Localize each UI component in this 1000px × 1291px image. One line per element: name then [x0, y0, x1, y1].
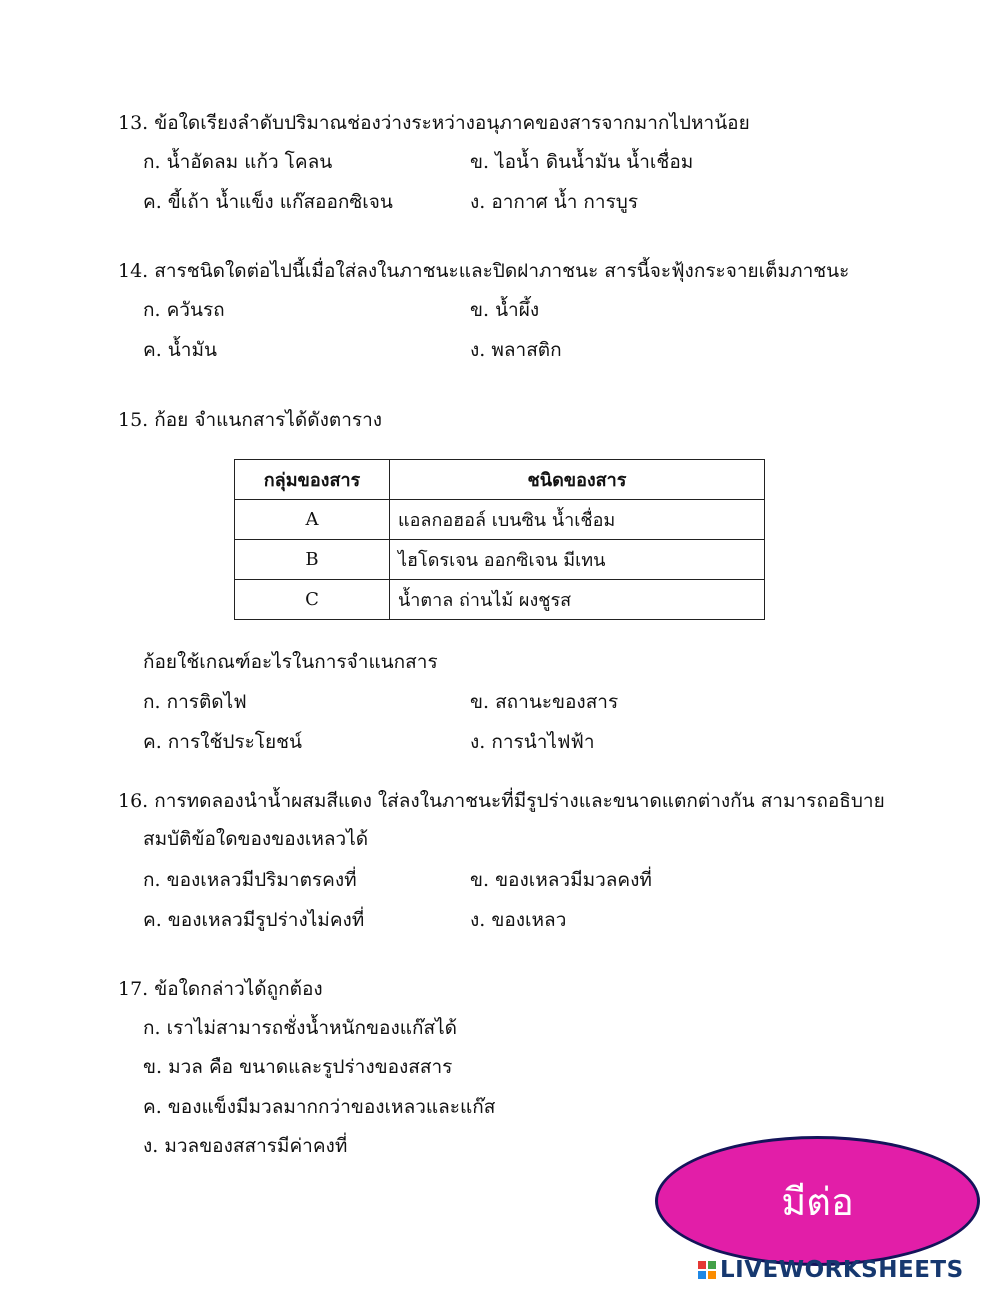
question-16-option-d[interactable]: ง. ของเหลว: [470, 909, 567, 931]
question-16-option-b[interactable]: ข. ของเหลวมีมวลคงที่: [470, 869, 652, 891]
logo-square: [708, 1271, 716, 1279]
logo-square: [708, 1261, 716, 1269]
question-14-option-d[interactable]: ง. พลาสติก: [470, 339, 562, 361]
table-cell-group: B: [235, 540, 390, 580]
table-row: [235, 500, 765, 540]
question-16-stem: 16. การทดลองนำน้ำผสมสีแดง ใส่ลงในภาชนะที่มีรูปร่างและขนาดแตกต่างกัน สามารถอธิบาย: [118, 790, 885, 812]
question-15-stem: 15. ก้อย จำแนกสารได้ดังตาราง: [118, 409, 383, 431]
next-page-label: มีต่อ: [781, 1179, 854, 1224]
question-17-stem: 17. ข้อใดกล่าวได้ถูกต้อง: [118, 978, 323, 1000]
question-17-option-d[interactable]: ง. มวลของสสารมีค่าคงที่: [143, 1135, 348, 1157]
table-row: [235, 580, 765, 620]
question-16-option-c[interactable]: ค. ของเหลวมีรูปร่างไม่คงที่: [143, 909, 365, 931]
question-15-option-a[interactable]: ก. การติดไฟ: [143, 691, 247, 713]
question-15-option-c[interactable]: ค. การใช้ประโยชน์: [143, 731, 303, 753]
question-13-option-d[interactable]: ง. อากาศ น้ำ การบูร: [470, 191, 639, 213]
substance-classification-table: [234, 459, 765, 620]
question-13-option-c[interactable]: ค. ขี้เถ้า น้ำแข็ง แก๊สออกซิเจน: [143, 191, 393, 213]
table-header-group: กลุ่มของสาร: [235, 460, 390, 500]
question-16-option-a[interactable]: ก. ของเหลวมีปริมาตรคงที่: [143, 869, 357, 891]
liveworksheets-logo-icon: [698, 1261, 716, 1279]
table-cell-substances: น้ำตาล ถ่านไม้ ผงชูรส: [390, 580, 765, 620]
table-header-type: ชนิดของสาร: [390, 460, 765, 500]
question-15-follow-up: ก้อยใช้เกณฑ์อะไรในการจำแนกสาร: [143, 651, 438, 673]
question-14-option-b[interactable]: ข. น้ำผึ้ง: [470, 299, 540, 321]
liveworksheets-logo: [698, 1255, 964, 1285]
question-16-stem-continued: สมบัติข้อใดของของเหลวได้: [143, 828, 369, 850]
question-15-option-d[interactable]: ง. การนำไฟฟ้า: [470, 731, 595, 753]
logo-square: [698, 1261, 706, 1269]
question-15-option-b[interactable]: ข. สถานะของสาร: [470, 691, 619, 713]
table-cell-substances: แอลกอฮอล์ เบนซิน น้ำเชื่อม: [390, 500, 765, 540]
question-14-option-a[interactable]: ก. ควันรถ: [143, 299, 225, 321]
logo-square: [698, 1271, 706, 1279]
liveworksheets-wordmark: LIVEWORKSHEETS: [720, 1257, 964, 1283]
question-13-option-b[interactable]: ข. ไอน้ำ ดินน้ำมัน น้ำเชื่อม: [470, 151, 694, 173]
question-13-option-a[interactable]: ก. น้ำอัดลม แก้ว โคลน: [143, 151, 333, 173]
table-cell-group: A: [235, 500, 390, 540]
question-14-option-c[interactable]: ค. น้ำมัน: [143, 339, 217, 361]
table-cell-substances: ไฮโดรเจน ออกซิเจน มีเทน: [390, 540, 765, 580]
table-row: [235, 540, 765, 580]
question-17-option-a[interactable]: ก. เราไม่สามารถชั่งน้ำหนักของแก๊สได้: [143, 1017, 457, 1039]
table-header-row: [235, 460, 765, 500]
question-17-option-c[interactable]: ค. ของแข็งมีมวลมากกว่าของเหลวและแก๊ส: [143, 1096, 496, 1118]
next-page-button[interactable]: [655, 1136, 980, 1266]
question-14-stem: 14. สารชนิดใดต่อไปนี้เมื่อใส่ลงในภาชนะและปิดฝาภาชนะ สารนี้จะฟุ้งกระจายเต็มภาชนะ: [118, 260, 850, 282]
question-17-option-b[interactable]: ข. มวล คือ ขนาดและรูปร่างของสสาร: [143, 1056, 453, 1078]
question-13-stem: 13. ข้อใดเรียงลำดับปริมาณช่องว่างระหว่างอนุภาคของสารจากมากไปหาน้อย: [118, 112, 750, 134]
table-cell-group: C: [235, 580, 390, 620]
